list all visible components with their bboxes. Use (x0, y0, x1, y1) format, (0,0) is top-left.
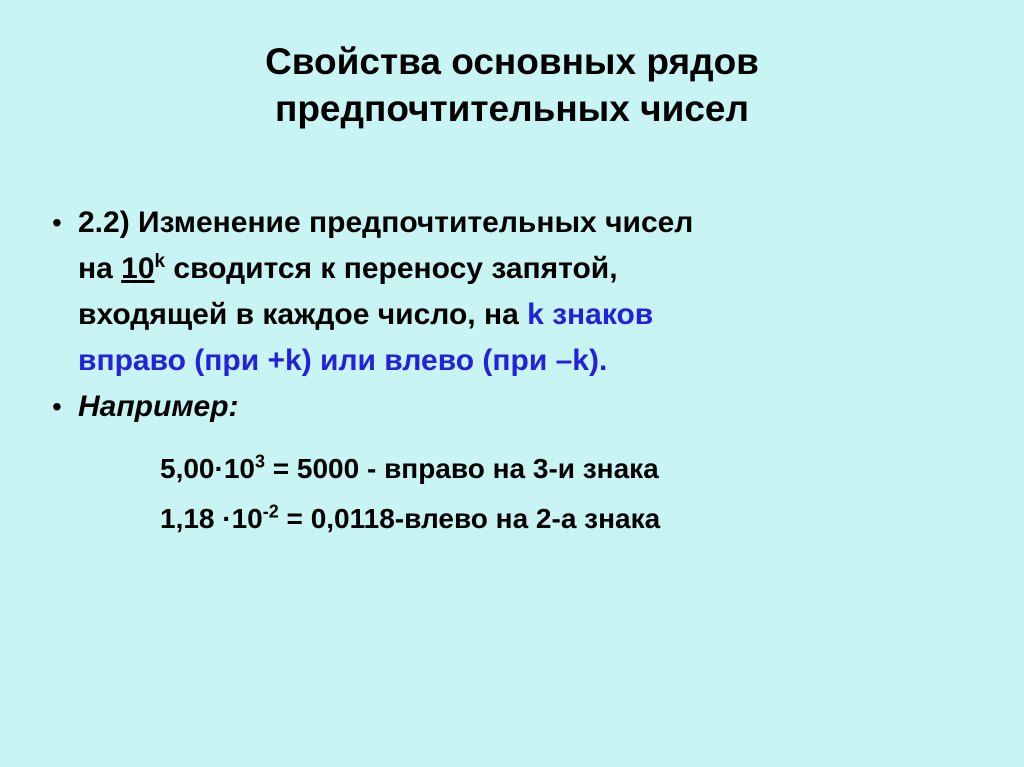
page-title (0, 38, 1024, 132)
example-line-2 (160, 494, 1024, 544)
example-1-exponent: 3 (254, 451, 265, 472)
bullet-1-line-2-post: сводится к переносу запятой, (165, 252, 618, 285)
bullet-1-line-3-pre: входящей в каждое число, на (78, 298, 528, 331)
example-2-dot: · (222, 503, 232, 534)
example-line-1 (160, 444, 1024, 494)
example-1-mantissa: 5,00 (160, 453, 215, 484)
example-list (0, 444, 1024, 544)
bullet-1-text (78, 200, 984, 384)
bullet-marker: • (52, 391, 62, 422)
example-2-exponent: -2 (262, 501, 279, 522)
title-line-2: предпочтительных чисел (274, 88, 750, 129)
power-base: 10 (121, 252, 155, 285)
example-1-base: 10 (223, 453, 255, 484)
title-line-1: Свойства основных рядов (265, 41, 759, 82)
example-1-dot: · (214, 453, 224, 484)
bullet-marker: • (52, 207, 62, 238)
bullet-item-2 (0, 384, 1024, 430)
slide-body (0, 200, 1024, 544)
bullet-1-line-2-pre: на (78, 252, 122, 285)
power-exponent: k (154, 251, 166, 272)
bullet-1-line-4: вправо (при +k) или влево (при –k). (78, 344, 608, 377)
bullet-item-1 (0, 200, 1024, 384)
bullet-1-line-3 (78, 292, 984, 338)
example-2-result: = 0,0118-влево на 2-а знака (278, 503, 661, 534)
bullet-1-line-2 (78, 246, 984, 292)
example-2-base: 10 (231, 503, 263, 534)
example-2-mantissa: 1,18 (160, 503, 223, 534)
example-label: Например: (78, 390, 239, 423)
bullet-1-line-1: 2.2) Изменение предпочтительных чисел (78, 206, 694, 239)
example-1-result: = 5000 - вправо на 3-и знака (265, 453, 659, 484)
bullet-1-line-3-accent: k знаков (527, 298, 654, 331)
